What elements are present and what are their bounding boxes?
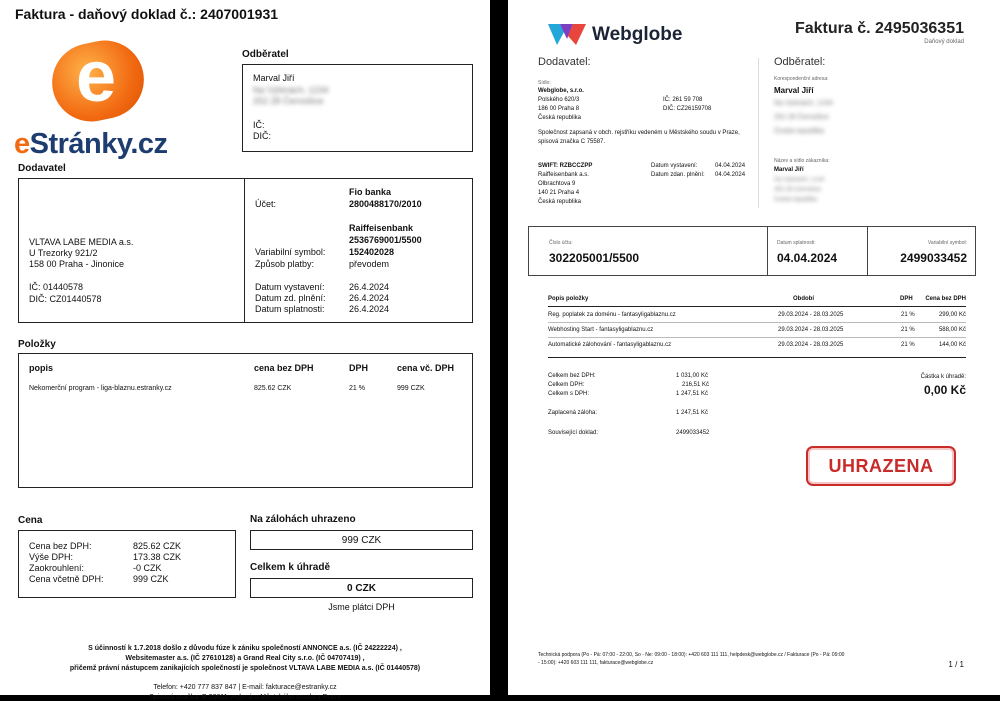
left-price-label-vat: Výše DPH: [29, 552, 74, 562]
right-vs-label: Variabilní symbol: [927, 240, 967, 246]
left-cena-heading: Cena [18, 515, 43, 526]
right-supplier-city: 186 00 Praha 8 [538, 106, 580, 112]
right-items-header-desc: Popis položky [548, 296, 589, 302]
left-footer-line2: Websitemaster a.s. (IČ 27610128) a Grand Real City s.r.o. (IČ 04707419) , [125, 655, 365, 662]
left-deposit-heading: Na zálohách uhrazeno [250, 514, 356, 525]
paid-stamp-text: UHRAZENA [828, 456, 934, 476]
right-supplier-country: Česká republika [538, 115, 582, 121]
right-sum-gross-value: 1 247,51 Kč [676, 391, 709, 397]
right-tax-value: 04.04.2024 [715, 172, 746, 178]
left-dodavatel-heading: Dodavatel [18, 163, 66, 174]
left-issued-label: Datum vystavení: [255, 282, 325, 292]
right-footer-line1: Technická podpora (Po - Pá: 07:00 - 22:00, So - Ne: 09:00 - 18:00): +420 603 111 111, helpdesk@webglobe.cz / Fakturace (Po - Pá: 09:00 [538, 652, 845, 658]
left-payment-label: Způsob platby: [255, 259, 315, 269]
left-deposit-box [250, 530, 473, 550]
left-vs-value: 152402028 [349, 247, 395, 257]
right-swift: SWIFT: RZBCCZPP [538, 163, 593, 169]
right-account-value: 302205001/5500 [549, 251, 640, 265]
right-items-bottom-rule [548, 357, 966, 358]
right-item-1-period: 29.03.2024 - 28.03.2025 [778, 312, 844, 318]
webglobe-brand-text: Webglobe [592, 24, 683, 45]
right-item-2-vat: 21 % [901, 327, 915, 333]
left-items-header-net: cena bez DPH [254, 363, 314, 373]
right-odberatel-heading: Odběratel: [774, 56, 826, 68]
right-account-label: Číslo účtu: [549, 240, 573, 246]
right-payment-divider-2 [867, 227, 868, 275]
left-bank1-account: 2800488170/2010 [349, 199, 422, 209]
right-item-1-vat: 21 % [901, 312, 915, 318]
right-corr-label: Korespondenční adresa: [774, 76, 829, 82]
left-supplier-street: U Trezorky 921/2 [29, 248, 98, 258]
left-item-row-vat: 21 % [349, 385, 365, 392]
right-invoice-subtitle: Daňový doklad [924, 39, 964, 45]
right-customer-city: 252 28 Černošice [774, 114, 829, 121]
left-customer-dic: DIČ: [253, 131, 271, 141]
right-item-1-rule [548, 322, 966, 323]
left-price-value-gross: 999 CZK [133, 574, 169, 584]
webglobe-logo [546, 18, 686, 48]
right-supplier-name: Webglobe, s.r.o. [538, 88, 584, 94]
left-total-value: 0 CZK [347, 583, 376, 594]
right-tax-label: Datum zdan. plnění: [651, 172, 705, 178]
left-bank1-name: Fio banka [349, 187, 392, 197]
left-item-row-gross: 999 CZK [397, 385, 425, 392]
right-item-3-vat: 21 % [901, 342, 915, 348]
right-page-number: 1 / 1 [948, 660, 964, 669]
right-item-3-desc: Automatické zálohování - fantasyligablaznu.cz [548, 342, 672, 348]
estranky-logo-text [14, 128, 168, 161]
left-tax-label: Datum zd. plnění: [255, 293, 326, 303]
right-item-3-net: 144,00 Kč [938, 342, 966, 348]
right-supplier-ic: IČ: 261 59 708 [663, 97, 703, 103]
left-item-row-net: 825.62 CZK [254, 385, 292, 392]
right-item-3-period: 29.03.2024 - 28.03.2025 [778, 342, 844, 348]
left-cena-box [18, 530, 236, 598]
right-sum-net-label: Celkem bez DPH: [548, 373, 596, 379]
right-customer-street2: Na Výšinách, 1234 [774, 177, 825, 183]
left-dodavatel-divider [244, 179, 245, 322]
left-bank2-account: 2536769001/5500 [349, 235, 422, 245]
right-due-value: 04.04.2024 [777, 251, 838, 265]
left-price-label-round: Zaokrouhlení: [29, 563, 85, 573]
left-price-value-net: 825.62 CZK [133, 541, 182, 551]
right-item-2-period: 29.03.2024 - 28.03.2025 [778, 327, 844, 333]
right-due-amount-value: 0,00 Kč [923, 383, 966, 397]
right-issued-label: Datum vystavení: [651, 163, 698, 169]
left-invoice-page [0, 0, 490, 701]
left-footer-line1: S účinností k 1.7.2018 došlo z důvodu fúze k zániku společností ANNONCE a.s. (IČ 24222224) , [88, 645, 402, 652]
left-dodavatel-box [18, 178, 473, 323]
left-vat-payer: Jsme plátci DPH [328, 602, 395, 612]
right-sum-vat-value: 216,51 Kč [682, 382, 710, 388]
right-due-label: Datum splatnosti: [777, 240, 816, 246]
right-bank-country: Česká republika [538, 199, 582, 205]
left-vs-label: Variabilní symbol: [255, 247, 326, 257]
right-vertical-divider [758, 58, 759, 208]
right-deposit-value: 1 247,51 Kč [676, 410, 709, 416]
right-vs-value: 2499033452 [900, 251, 967, 265]
right-invoice-title: Faktura č. 2495036351 [794, 20, 964, 37]
estranky-logo-badge-letter: e [76, 37, 117, 117]
left-bank2-name: Raiffeisenbank [349, 223, 414, 233]
left-customer-name: Marval Jiří [253, 73, 295, 83]
left-tax-value: 26.4.2024 [349, 293, 390, 303]
right-footer-line2: - 15:00): +420 603 111 111, fakturace@webglobe.cz [538, 660, 654, 666]
left-items-header-gross: cena vč. DPH [397, 363, 455, 373]
right-supplier-dic: DIČ: CZ26159708 [663, 106, 712, 112]
webglobe-w-icon [546, 20, 588, 48]
right-related-label: Související doklad: [548, 430, 599, 436]
left-items-header-vat: DPH [349, 363, 369, 373]
right-payment-divider-1 [767, 227, 768, 275]
right-registration: Společnost zapsaná v obch. rejstříku vedeném u Městského soudu v Praze, spisová značka C 75587. [538, 130, 740, 145]
left-odberatel-box [242, 64, 473, 152]
right-issued-value: 04.04.2024 [715, 163, 746, 169]
right-customer-name: Marval Jiří [774, 86, 814, 95]
right-customer-name2: Marval Jiří [774, 167, 804, 173]
right-customer-city2: 252 28 Černošice [774, 187, 822, 193]
left-total-box [250, 578, 473, 598]
right-customer-country: Česká republika [774, 128, 825, 135]
left-footer-phone: Telefon: +420 777 837 847 | E-mail: fakturace@estranky.cz [153, 684, 337, 691]
right-item-2-rule [548, 337, 966, 338]
left-due-value: 26.4.2024 [349, 304, 390, 314]
left-price-value-round: -0 CZK [133, 563, 162, 573]
right-customer-country2: Česká republika [774, 197, 818, 203]
left-price-label-gross: Cena včetně DPH: [29, 574, 104, 584]
right-items-header-rule [548, 306, 966, 307]
right-item-1-desc: Reg. poplatek za doménu - fantasyligablaznu.cz [548, 312, 676, 318]
left-customer-city: 252 28 Černošice [253, 96, 324, 106]
left-item-row-desc: Nekomerční program - liga-blaznu.estranky.cz [29, 385, 172, 392]
right-payment-box [528, 226, 976, 276]
estranky-logo-rest: Stránky.cz [29, 128, 168, 160]
left-total-heading: Celkem k úhradě [250, 562, 331, 573]
left-issued-value: 26.4.2024 [349, 282, 390, 292]
left-due-label: Datum splatnosti: [255, 304, 325, 314]
right-sum-net-value: 1 031,00 Kč [676, 373, 709, 379]
left-ucet-label: Účet: [255, 199, 277, 209]
right-due-amount-label: Částka k úhradě: [920, 374, 966, 380]
right-dodavatel-heading: Dodavatel: [538, 56, 591, 68]
right-items-header-period: Období [793, 296, 814, 302]
right-seat-label: Název a sídlo zákazníka: [774, 158, 830, 164]
right-items-header-vat: DPH [900, 296, 913, 302]
left-odberatel-heading: Odběratel [242, 49, 289, 60]
right-invoice-page [508, 0, 1000, 695]
left-payment-value: převodem [349, 259, 390, 269]
left-supplier-city: 158 00 Praha - Jinonice [29, 259, 125, 269]
estranky-logo-e: e [14, 128, 30, 160]
left-price-label-net: Cena bez DPH: [29, 541, 92, 551]
left-supplier-dic: DIČ: CZ01440578 [29, 294, 102, 304]
left-deposit-value: 999 CZK [341, 535, 382, 546]
left-footer-cut: Spisová značka: B 20611 vedená u Městského soudu v Praze [149, 694, 341, 701]
left-supplier-name: VLTAVA LABE MEDIA a.s. [29, 237, 134, 247]
right-bank-name: Raiffeisenbank a.s. [538, 172, 589, 178]
right-bank-city: 140 21 Praha 4 [538, 190, 580, 196]
right-supplier-street: Polského 620/3 [538, 97, 580, 103]
right-item-1-net: 299,00 Kč [938, 312, 966, 318]
right-bank-street: Olbrachtova 9 [538, 181, 576, 187]
left-items-heading: Položky [18, 339, 56, 350]
right-sidlo-label: Sídlo: [538, 80, 551, 86]
right-customer-street: Na Výšinách, 1234 [774, 100, 833, 107]
right-item-2-net: 588,00 Kč [938, 327, 966, 333]
right-item-2-desc: Webhosting Start - fantasyligablaznu.cz [548, 327, 654, 333]
left-invoice-title: Faktura - daňový doklad č.: 2407001931 [15, 6, 279, 22]
left-items-header-desc: popis [29, 363, 53, 373]
left-footer-line3: přičemž právní nástupcem zanikajících společností je společnost VLTAVA LABE MEDIA a.s. (IČ 01440578) [69, 665, 421, 672]
right-related-value: 2499033452 [676, 430, 710, 436]
left-price-value-vat: 173.38 CZK [133, 552, 182, 562]
right-deposit-label: Zaplacená záloha: [548, 410, 598, 416]
left-customer-street: Na Výšinách, 1234 [253, 85, 329, 95]
right-items-header-net: Cena bez DPH [925, 296, 966, 302]
left-supplier-ic: IČ: 01440578 [29, 282, 84, 292]
right-sum-gross-label: Celkem s DPH: [548, 391, 590, 397]
right-sum-vat-label: Celkem DPH: [548, 382, 585, 388]
left-items-box [18, 353, 473, 488]
left-customer-ic: IČ: [253, 120, 265, 130]
paid-stamp [806, 446, 956, 486]
estranky-logo [14, 37, 214, 162]
